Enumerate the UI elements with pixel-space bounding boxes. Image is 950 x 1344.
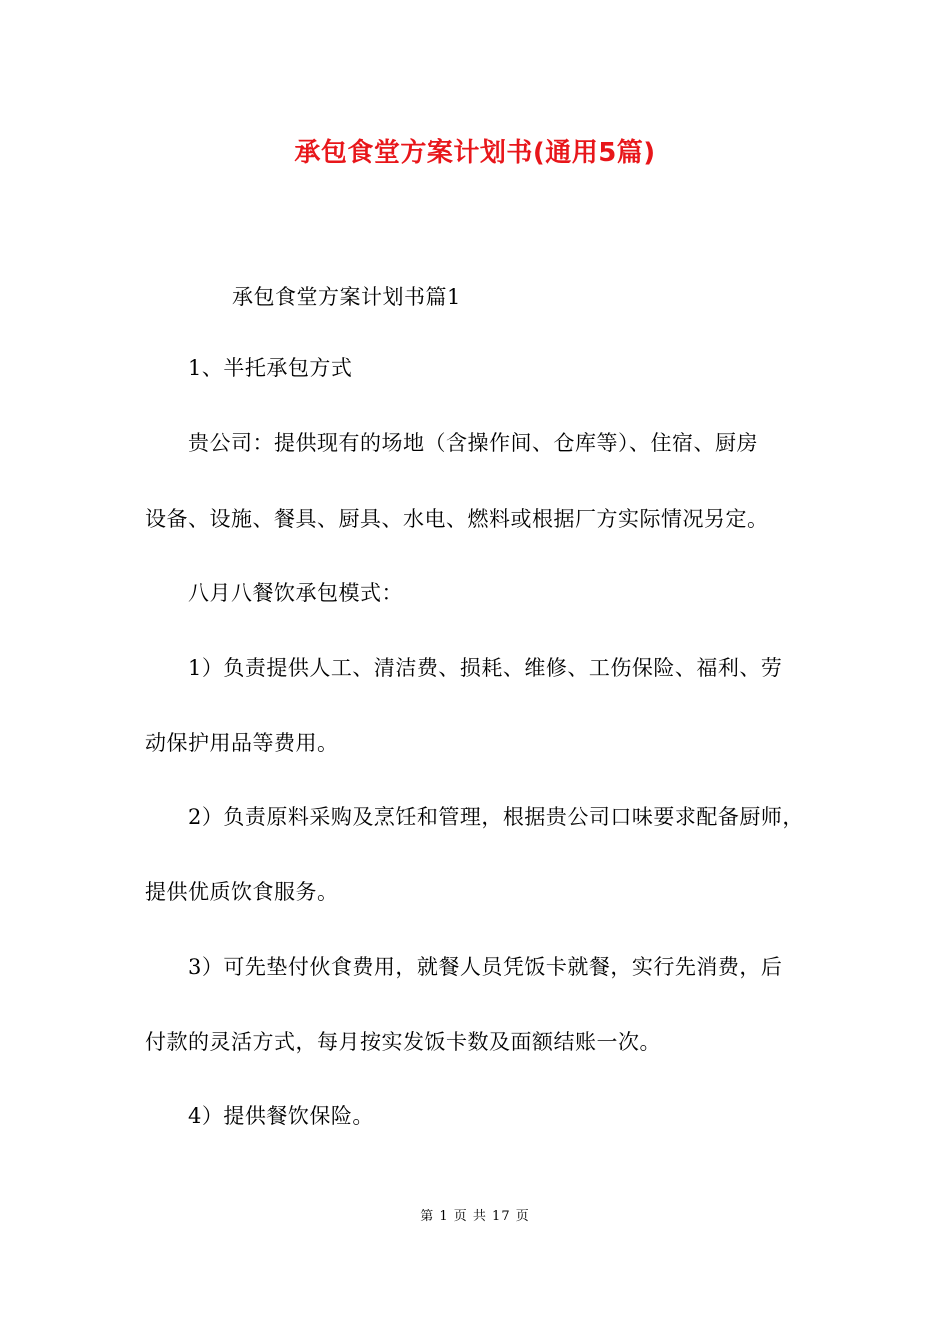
paragraph-line: 贵公司：提供现有的场地（含操作间、仓库等）、住宿、厨房 [188,431,758,455]
paragraph-line: 1、半托承包方式 [188,356,353,380]
document-title: 承包食堂方案计划书(通用5篇) [294,138,656,168]
paragraph-line: 3）可先垫付伙食费用，就餐人员凭饭卡就餐，实行先消费，后 [188,955,783,979]
paragraph-line: 付款的灵活方式，每月按实发饭卡数及面额结账一次。 [145,1030,661,1054]
paragraph-line: 设备、设施、餐具、厨具、水电、燃料或根据厂方实际情况另定。 [145,507,769,531]
paragraph-line: 1）负责提供人工、清洁费、损耗、维修、工伤保险、福利、劳 [188,656,783,680]
paragraph-line: 提供优质饮食服务。 [145,880,339,904]
page-footer: 第 1 页 共 17 页 [420,1209,530,1224]
paragraph-line: 动保护用品等费用。 [145,731,339,755]
paragraph-line: 八月八餐饮承包模式： [188,581,403,605]
paragraph-line: 4）提供餐饮保险。 [188,1104,374,1128]
paragraph-line: 2）负责原料采购及烹饪和管理，根据贵公司口味要求配备厨师， [188,805,804,829]
section-heading: 承包食堂方案计划书篇1 [232,285,461,309]
